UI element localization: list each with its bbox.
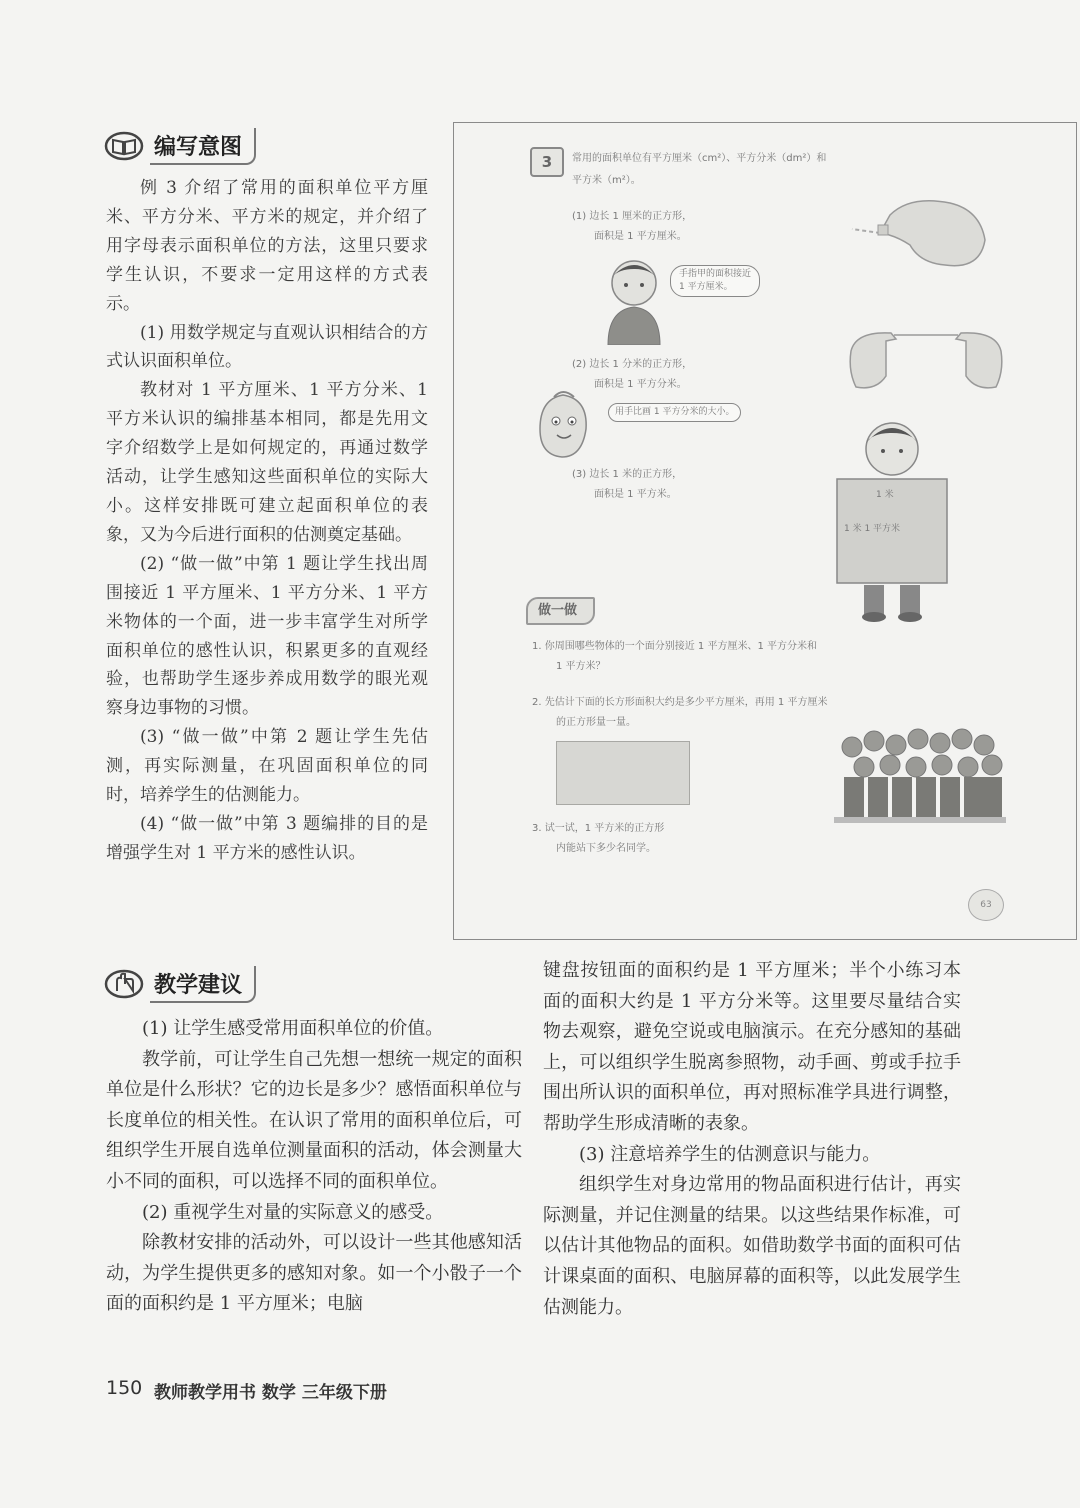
boy-with-board-illustration (832, 413, 952, 623)
exercise-3: 内能站下多少名同学。 (556, 843, 656, 854)
textbook-page-number: 63 (968, 889, 1004, 921)
fingertip-illustration (850, 185, 1000, 275)
speech-bubble-hands: 用手比画 1 平方分米的大小。 (608, 403, 741, 422)
intent-paragraph: 例 3 介绍了常用的面积单位平方厘米、平方分米、平方米的规定，并介绍了用字母表示面积单位的方法，这里只要求学生认识，不要求一定用这样的方式表示。 (106, 178, 428, 314)
suggestions-right-text (543, 956, 961, 1323)
section-title-suggestions: 教学建议 (150, 966, 256, 1003)
suggestions-left-text (106, 1014, 522, 1320)
rectangle-to-measure (556, 741, 690, 805)
child-illustration (594, 255, 674, 345)
intent-text (106, 174, 428, 868)
suggestion-paragraph: 键盘按钮面的面积约是 1 平方厘米；半个小练习本面的面积大约是 1 平方分米等。这里要尽量结合实物去观察，避免空说或电脑演示。在充分感知的基础上，可以组织学生脱离参照物，动手画、剪或手拉手围出所认识的面积单位，再对照标准学具进行调整，帮助学生形成清晰的表象。 (543, 960, 961, 1134)
bubble-text: 1 平方厘米。 (679, 282, 733, 292)
footer-book-title: 教师教学用书 数学 三年级下册 (154, 1383, 387, 1403)
intent-paragraph: (3) “做一做”中第 2 题让学生先估测，再实际测量，在巩固面积单位的同时，培养学生的估测能力。 (106, 727, 428, 806)
bubble-text: 手指甲的面积接近 (679, 269, 752, 279)
item2-text: 面积是 1 平方分米。 (594, 379, 687, 390)
suggestion-paragraph: 教学前，可让学生自己先想一想统一规定的面积单位是什么形状？它的边长是多少？感悟面积单位与长度单位的相关性。在认识了常用的面积单位后，可组织学生开展自选单位测量面积的活动，体会测量大小不同的面积，可以选择不同的面积单位。 (106, 1048, 522, 1192)
suggestion-paragraph: 组织学生对身边常用的物品面积进行估计，再实际测量，并记住测量的结果。以这些结果作标准，可以估计其他物品的面积。如借助数学书面的面积可估计课桌面的面积、电脑屏幕的面积等，以此发展学生估测能力。 (543, 1174, 961, 1318)
mascot-illustration (532, 389, 594, 461)
item1-text: (1) 边长 1 厘米的正方形， (572, 211, 693, 222)
students-group-illustration (834, 721, 1006, 839)
exercise-2: 的正方形量一量。 (556, 717, 636, 728)
example-intro: 平方米（m²）。 (572, 175, 641, 186)
item3-text: (3) 边长 1 米的正方形， (572, 469, 683, 480)
footer-page-number: 150 (106, 1377, 143, 1399)
exercise-2: 2. 先估计下面的长方形面积大约是多少平方厘米，再用 1 平方厘米 (532, 697, 828, 708)
example-number-badge: 3 (530, 147, 564, 177)
exercise-title: 做一做 (526, 597, 595, 625)
exercise-1: 1. 你周围哪些物体的一个面分别接近 1 平方厘米、1 平方分米和 (532, 641, 817, 652)
exercise-3: 3. 试一试，1 平方米的正方形 (532, 823, 665, 834)
speech-bubble-fingernail (670, 265, 760, 297)
textbook-page (453, 122, 1077, 940)
suggestion-paragraph: (1) 让学生感受常用面积单位的价值。 (142, 1018, 444, 1039)
intent-paragraph: 教材对 1 平方厘米、1 平方分米、1 平方米认识的编排基本相同，都是先用文字介绍数学上是如何规定的，再通过数学活动，让学生感知这些面积单位的实际大小。这样安排既可建立起面积单位的表象，又为今后进行面积的估测奠定基础。 (106, 380, 428, 545)
hand-pointer-icon (104, 969, 144, 999)
intent-paragraph: (4) “做一做”中第 3 题编排的目的是增强学生对 1 平方米的感性认识。 (106, 813, 428, 863)
board-label-top: 1 米 (876, 490, 894, 500)
suggestion-paragraph: (2) 重视学生对量的实际意义的感受。 (142, 1201, 444, 1223)
suggestion-paragraph: 除教材安排的活动外，可以设计一些其他感知活动，为学生提供更多的感知对象。如一个小骰子一个面的面积约是 1 平方厘米；电脑 (106, 1232, 522, 1315)
board-label-mid: 1 米 1 平方米 (844, 524, 901, 534)
book-icon (104, 131, 144, 161)
intent-paragraph: (2) “做一做”中第 1 题让学生找出周围接近 1 平方厘米、1 平方分米、1 平方米物体的一个面，进一步丰富学生对所学面积单位的感性认识，积累更多的直观经验，也帮助学生逐步养成用数学的眼光观察身边事物的习惯。 (106, 553, 428, 719)
section-title-intent: 编写意图 (150, 128, 256, 165)
hands-illustration (846, 321, 1006, 397)
suggestion-paragraph: (3) 注意培养学生的估测意识与能力。 (579, 1143, 881, 1165)
item1-text: 面积是 1 平方厘米。 (594, 231, 687, 242)
item3-text: 面积是 1 平方米。 (594, 489, 677, 500)
example-intro: 常用的面积单位有平方厘米（cm²）、平方分米（dm²）和 (572, 153, 827, 164)
section-heading-suggestions (104, 966, 256, 1002)
item2-text: (2) 边长 1 分米的正方形， (572, 359, 693, 370)
intent-paragraph: (1) 用数学规定与直观认识相结合的方式认识面积单位。 (106, 322, 428, 372)
exercise-1: 1 平方米？ (556, 661, 606, 672)
section-heading-intent (104, 128, 256, 164)
